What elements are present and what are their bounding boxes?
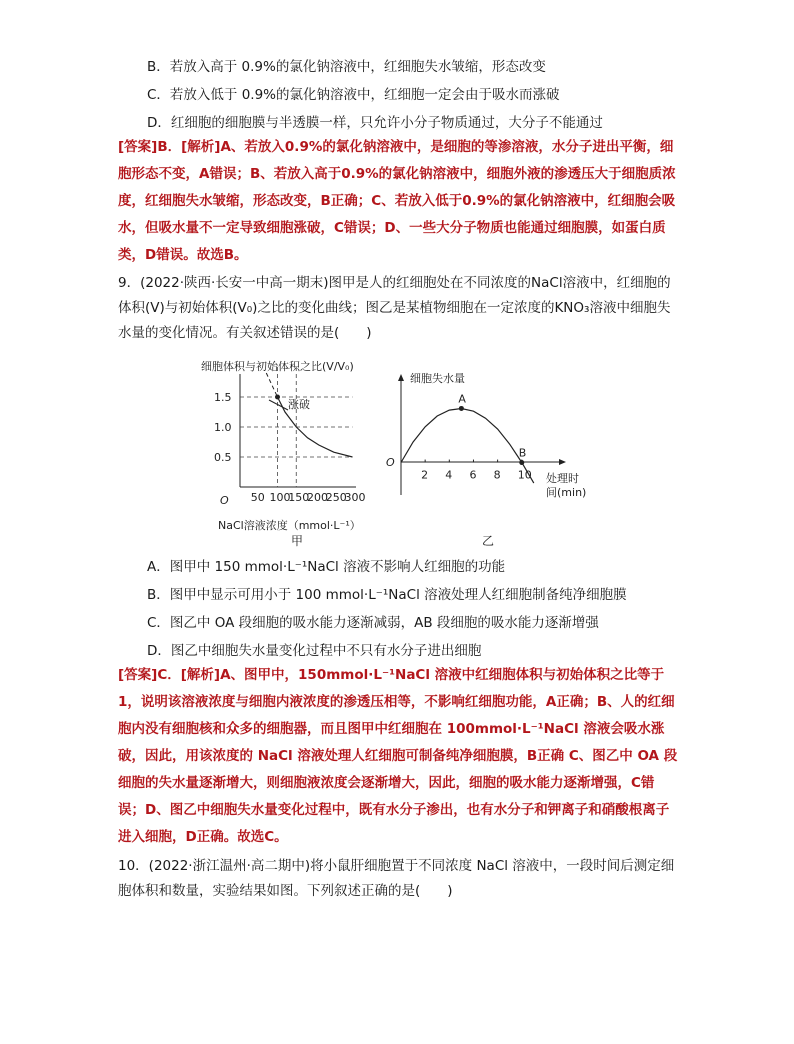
jia-y-tick-label: 1.0 (214, 421, 232, 434)
yi-x-arrow-icon (559, 459, 566, 465)
q8-option-c: C．若放入低于 0.9%的氯化钠溶液中，红细胞一定会由于吸水而涨破 (147, 87, 560, 103)
q8-option-b: B．若放入高于 0.9%的氯化钠溶液中，红细胞失水皱缩，形态改变 (147, 59, 546, 75)
jia-x-tick-label: 300 (344, 491, 366, 504)
jia-x-tick-label: 200 (307, 491, 328, 504)
yi-x-tick-label: 2 (421, 468, 429, 482)
yi-x-tick-label: 4 (445, 468, 453, 482)
q9-option-c: C．图乙中 OA 段细胞的吸水能力逐渐减弱，AB 段细胞的吸水能力逐渐增强 (147, 615, 599, 631)
yi-point-B (519, 460, 524, 465)
jia-xlabel: NaCl溶液浓度（mmol·L⁻¹） (218, 519, 361, 532)
q9-stem: 9．(2022·陕西·长安一中高一期末)图甲是人的红细胞处在不同浓度的NaCl溶液中，红细胞的体积(V)与初始体积(V₀)之比的变化曲线；图乙是某植物细胞在一定浓度的KNO₃溶液中细胞失水量的变化情况。有关叙述错误的是( ) (118, 275, 671, 341)
jia-x-tick-label: 150 (288, 491, 310, 504)
jia-caption: 甲 (291, 534, 304, 548)
yi-ylabel: 细胞失水量 (410, 372, 465, 385)
yi-y-arrow-icon (398, 374, 404, 381)
yi-ticks (421, 460, 532, 482)
q10-stem: 10．(2022·浙江温州·高二期中)将小鼠肝细胞置于不同浓度 NaCl 溶液中，一段时间后测定细胞体积和数量，实验结果如图。下列叙述正确的是( ) (118, 858, 675, 899)
jia-y-tick-label: 1.5 (214, 391, 232, 404)
figure-jia (201, 359, 366, 548)
jia-annotation-arrow (269, 400, 288, 410)
yi-point-label: A (458, 392, 466, 406)
q9-option-a: A．图甲中 150 mmol·L⁻¹NaCl 溶液不影响人红细胞的功能 (147, 559, 506, 575)
q9-answer: [答案]C．[解析]A、图甲中，150mmol·L⁻¹NaCl 溶液中红细胞体积与初始体积之比等于1，说明该溶液浓度与细胞内液浓度的渗透压相等，不影响红细胞功能，A正确；B、人的红细胞内没有细胞核和众多的细胞器，而且图甲中红细胞在 100mmol·L⁻¹NaCl 溶液会吸水涨破，因此，用该浓度的 NaCl 溶液处理人红细胞可制备纯净细胞膜，B正确 C、图乙中 OA 段细胞的失水量逐渐增大，则细胞液浓度会逐渐增大，因此，细胞的吸水能力逐渐增强，C错误；D、图乙中细胞失水量变化过程中，既有水分子渗出，也有水分子和钾离子和硝酸根离子进入细胞，D正确。故选C。 (118, 667, 678, 845)
yi-xlabel-line2: 间(min) (546, 486, 587, 499)
yi-x-tick-label: 6 (469, 468, 477, 482)
q8-answer: [答案]B．[解析]A、若放入0.9%的氯化钠溶液中，是细胞的等渗溶液，水分子进出平衡，细胞形态不变，A错误；B、若放入高于0.9%的氯化钠溶液中，细胞外液的渗透压大于细胞质浓度，红细胞失水皱缩，形态改变，B正确；C、若放入低于0.9%的氯化钠溶液中，红细胞会吸水，但吸水量不一定导致细胞涨破，C错误；D、一些大分子物质也能通过细胞膜，如蛋白质类，D错误。故选B。 (118, 139, 676, 263)
yi-point-A (459, 406, 464, 411)
yi-x-tick-label: 8 (493, 468, 501, 482)
figure-yi (386, 371, 586, 548)
jia-y-tick-label: 0.5 (214, 451, 232, 464)
yi-xlabel-line1: 处理时 (546, 472, 579, 485)
jia-x-tick-label: 50 (250, 491, 265, 504)
jia-burst-point (275, 395, 280, 400)
yi-origin: O (386, 456, 395, 469)
jia-ylabel: 细胞体积与初始体积之比(V/V₀) (201, 360, 354, 373)
q8-option-d: D．红细胞的细胞膜与半透膜一样，只允许小分子物质通过，大分子不能通过 (147, 115, 603, 131)
yi-point-label: B (518, 446, 527, 460)
yi-x-tick-label: 10 (517, 468, 532, 482)
jia-annotation: 涨破 (288, 398, 310, 411)
q9-option-b: B．图甲中显示可用小于 100 mmol·L⁻¹NaCl 溶液处理人红细胞制备纯净细胞膜 (147, 587, 627, 603)
jia-dashed-curve (266, 373, 277, 397)
figures (196, 352, 636, 552)
q9-option-d: D．图乙中细胞失水量变化过程中不只有水分子进出细胞 (147, 643, 482, 659)
jia-x-tick-label: 100 (269, 491, 291, 504)
yi-caption: 乙 (482, 534, 495, 548)
jia-origin: O (220, 494, 229, 507)
jia-x-tick-label: 250 (325, 491, 347, 504)
